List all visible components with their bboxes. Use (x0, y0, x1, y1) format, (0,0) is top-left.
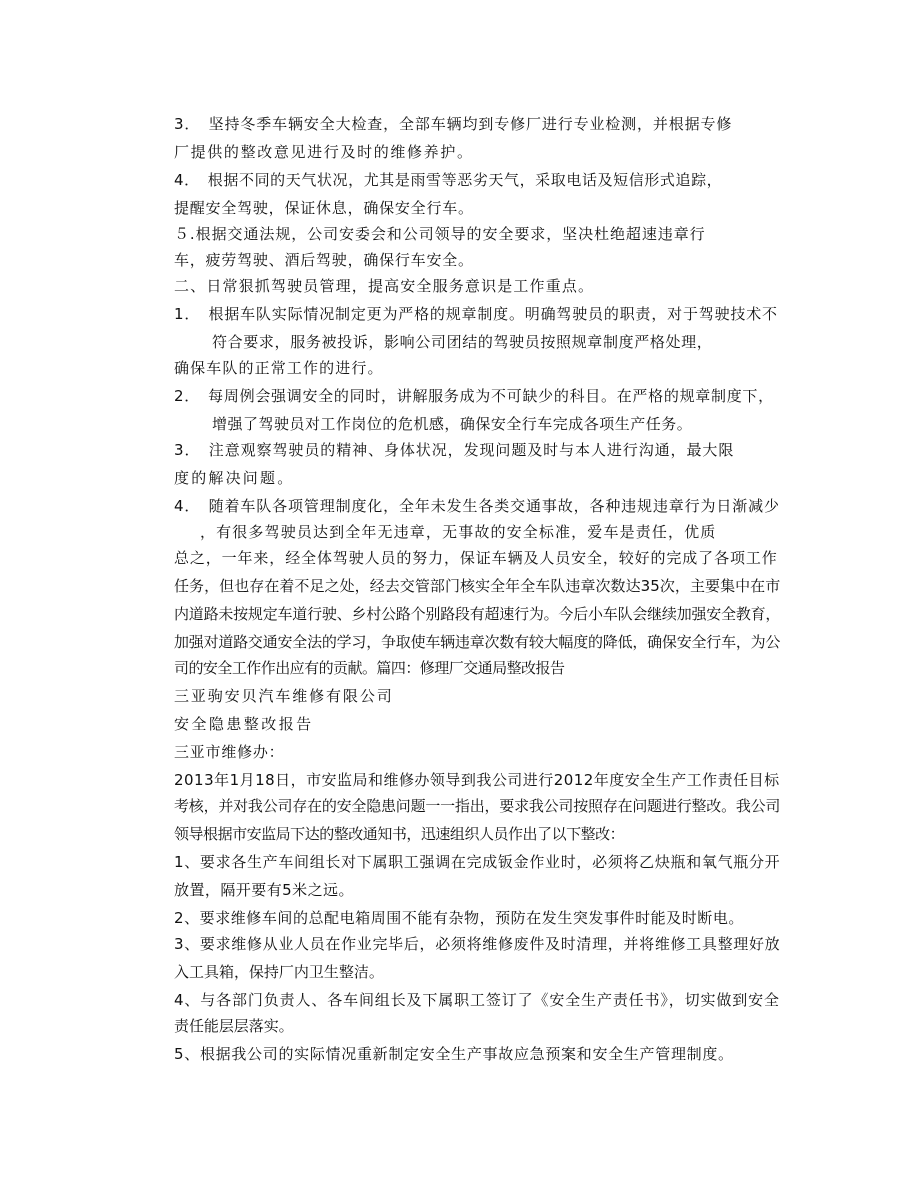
text-line-11: 2． 每周例会强调安全的同时，讲解服务成为不可缺少的科目。在严格的规章制度下， (174, 387, 774, 405)
text-line-2: 厂提供的整改意见进行及时的维修养护。 (174, 143, 474, 161)
text-line-4: 提醒安全驾驶，保证休息，确保安全行车。 (174, 199, 474, 217)
text-line-14: 度的解决问题。 (174, 469, 295, 487)
text-line-34: 责任能层层落实。 (174, 1017, 294, 1035)
text-line-16: ，有很多驾驶员达到全年无违章，无事故的安全标准，爱车是责任，优质 (200, 523, 717, 541)
section-heading: 二、日常狠抓驾驶员管理，提高安全服务意识是工作重点。 (174, 277, 595, 295)
report-title: 安全隐患整改报告 (174, 715, 314, 733)
text-line-29: 放置，隔开要有5米之远。 (174, 881, 354, 899)
text-line-35: 5、根据我公司的实际情况重新制定安全生产事故应急预案和安全生产管理制度。 (174, 1045, 734, 1063)
text-line-21: 司的安全工作作出应有的贡献。篇四：修理厂交通局整改报告 (174, 659, 565, 677)
text-line-30: 2、要求维修车间的总配电箱周围不能有杂物，预防在发生突发事件时能及时断电。 (174, 909, 744, 927)
text-line-20: 加强对道路交通安全法的学习，争取使车辆违章次数有较大幅度的降低，确保安全行车，为公 (174, 633, 781, 651)
addressee: 三亚市维修办： (174, 743, 285, 761)
text-line-32: 入工具箱，保持厂内卫生整洁。 (174, 963, 384, 981)
text-line-12: 增强了驾驶员对工作岗位的危机感，确保安全行车完成各项生产任务。 (212, 415, 693, 433)
text-line-10: 确保车队的正常工作的进行。 (174, 359, 384, 377)
text-line-1: 3． 坚持冬季车辆安全大检查，全部车辆均到专修厂进行专业检测，并根据专修 (174, 115, 733, 133)
text-line-25: 2013年1月18日，市安监局和维修办领导到我公司进行2012年度安全生产工作责任目标 (174, 771, 780, 789)
text-line-18: 任务，但也存在着不足之处，经去交管部门核实全年全车队违章次数达35次，主要集中在市 (174, 577, 781, 595)
text-line-15: 4． 随着车队各项管理制度化，全年未发生各类交通事故，各种违规违章行为日渐减少 (174, 497, 780, 515)
text-line-19: 内道路未按规定车道行驶、乡村公路个别路段有超速行为。今后小车队会继续加强安全教育， (174, 605, 781, 623)
text-line-28: 1、要求各生产车间组长对下属职工强调在完成钣金作业时，必须将乙炔瓶和氧气瓶分开 (174, 853, 781, 871)
text-line-6: 车，疲劳驾驶、酒后驾驶，确保行车安全。 (174, 251, 474, 269)
text-line-33: 4、与各部门负责人、各车间组长及下属职工签订了《安全生产责任书》，切实做到安全 (174, 991, 780, 1009)
company-name: 三亚驹安贝汽车维修有限公司 (174, 687, 394, 705)
text-line-27: 领导根据市安监局下达的整改通知书，迅速组织人员作出了以下整改： (174, 825, 625, 843)
text-line-31: 3、要求维修从业人员在作业完毕后，必须将维修废件及时清理，并将维修工具整理好放 (174, 935, 781, 953)
text-line-17: 总之，一年来，经全体驾驶人员的努力，保证车辆及人员安全，较好的完成了各项工作 (174, 549, 778, 567)
text-line-5: ５.根据交通法规，公司安委会和公司领导的安全要求，坚决杜绝超速违章行 (174, 225, 706, 243)
text-line-26: 考核，并对我公司存在的安全隐患问题一一指出，要求我公司按照存在问题进行整改。我公司 (174, 797, 781, 815)
text-line-8: 1． 根据车队实际情况制定更为严格的规章制度。明确驾驶员的职责，对于驾驶技术不 (174, 305, 778, 323)
text-line-13: 3． 注意观察驾驶员的精神、身体状况，发现问题及时与本人进行沟通，最大限 (174, 441, 735, 459)
text-line-3: 4． 根据不同的天气状况，尤其是雨雪等恶劣天气，采取电话及短信形式追踪， (174, 171, 723, 189)
text-line-9: 符合要求，服务被投诉，影响公司团结的驾驶员按照规章制度严格处理， (212, 333, 713, 351)
